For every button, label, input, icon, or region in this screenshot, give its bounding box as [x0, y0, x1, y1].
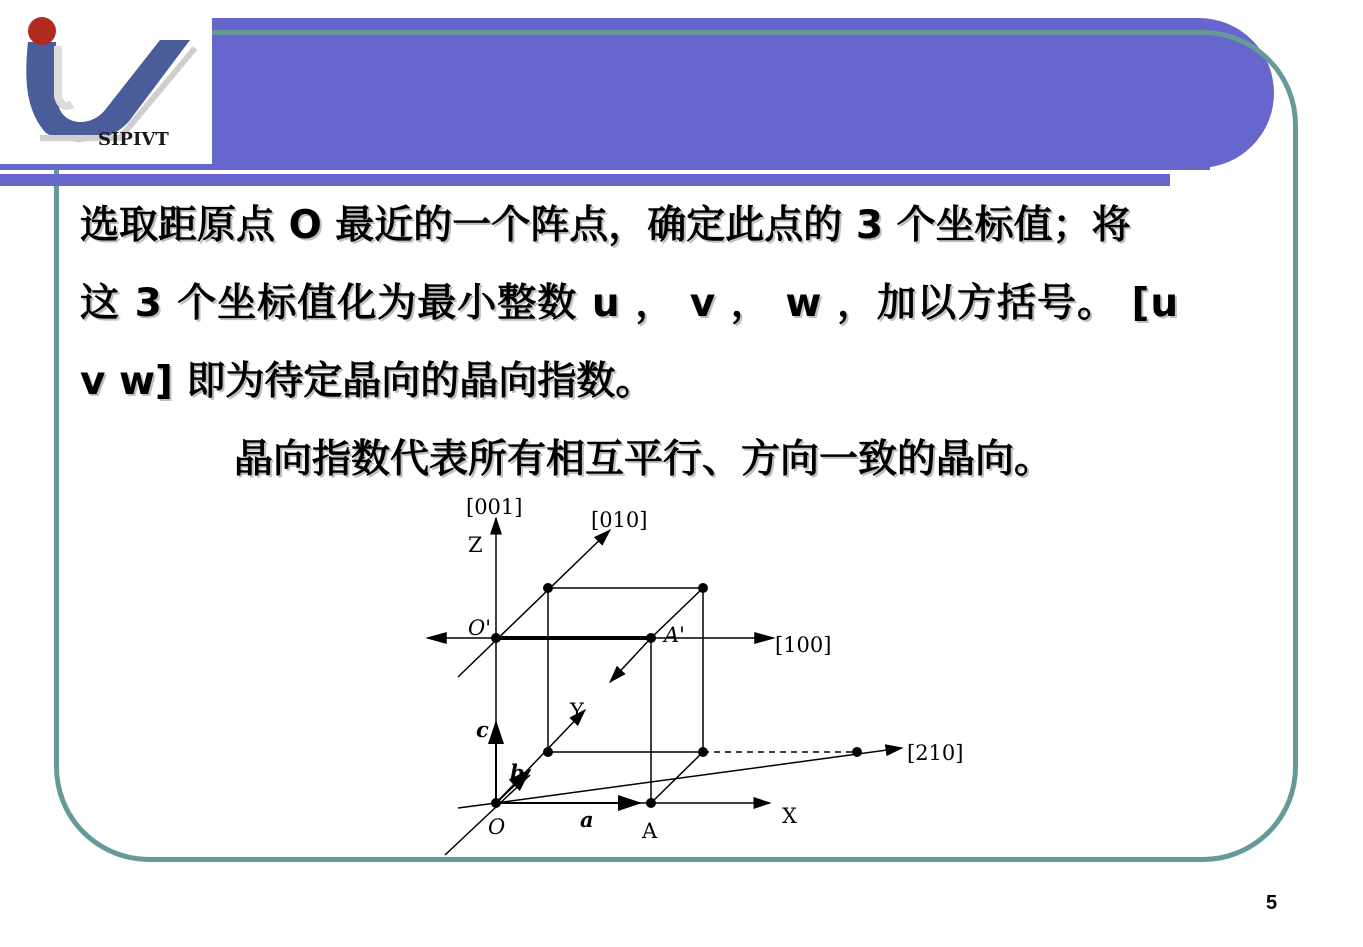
label-z-axis: Z: [468, 533, 483, 557]
label-vector-a: a: [580, 807, 594, 832]
label-o-prime: O': [468, 616, 491, 640]
label-y-axis: Y: [570, 699, 584, 723]
crystal-direction-diagram: [420, 490, 980, 860]
label-210: [210]: [907, 741, 964, 765]
label-x-axis: X: [782, 804, 797, 828]
sipivt-logo: [0, 0, 212, 164]
label-point-a: A: [642, 819, 658, 843]
label-010: [010]: [591, 508, 648, 532]
page-number: 5: [1266, 892, 1278, 914]
label-a-prime: A': [664, 623, 685, 647]
label-001: [001]: [466, 495, 523, 519]
header-stripe-thick: [0, 174, 1170, 186]
logo-text: SIPIVT: [98, 129, 169, 150]
label-origin-o: O: [488, 815, 506, 839]
body-line-1: 选取距原点 O 最近的一个阵点，确定此点的 3 个坐标值；将: [80, 203, 1131, 248]
label-vector-b: b: [510, 760, 525, 785]
header-stripe: [0, 164, 1210, 170]
body-line-2: 这 3 个坐标值化为最小整数 u ， v ， w ，加以方括号。 [u: [80, 281, 1180, 326]
body-line-4: 晶向指数代表所有相互平行、方向一致的晶向。: [234, 437, 1054, 482]
label-vector-c: c: [476, 717, 489, 742]
body-line-3: v w] 即为待定晶向的晶向指数。: [80, 359, 655, 404]
label-100: [100]: [775, 633, 832, 657]
